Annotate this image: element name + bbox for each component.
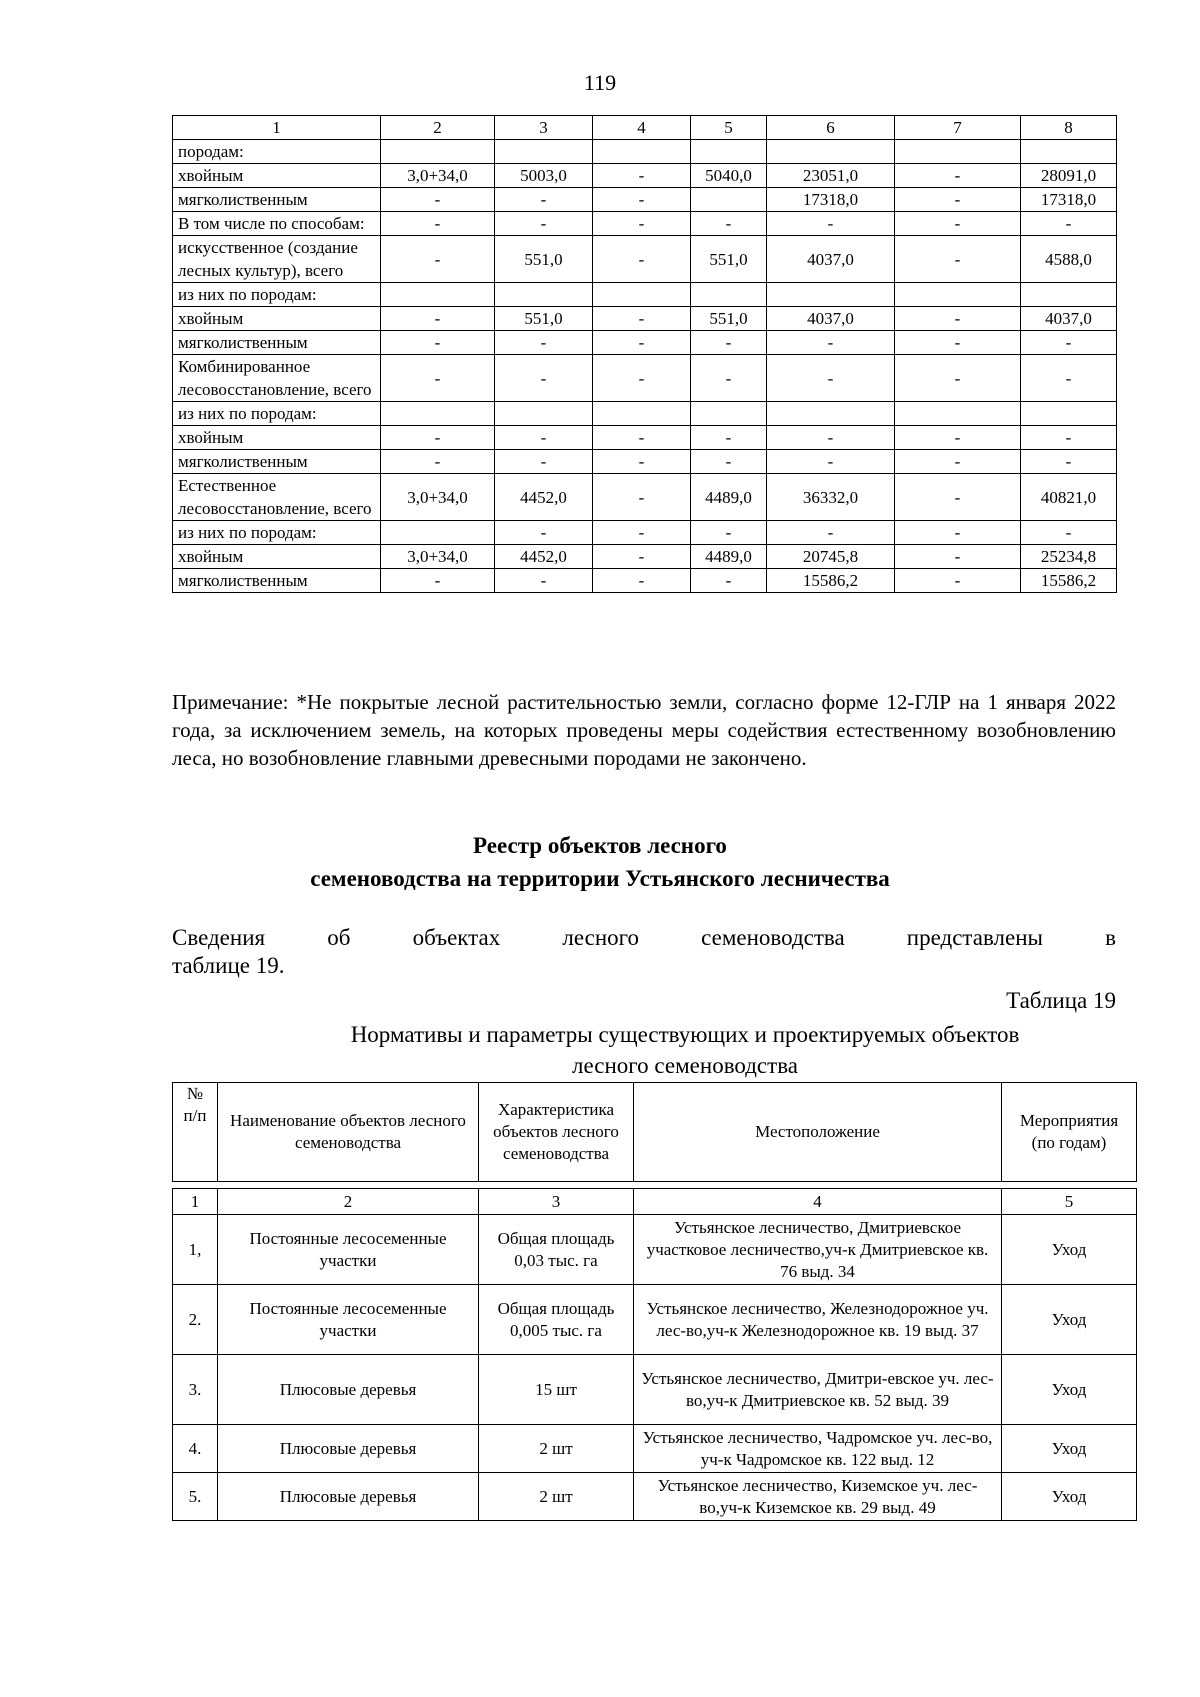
column-number-cell: 3 [495,116,593,140]
value-cell: - [593,569,691,593]
value-cell: - [691,212,767,236]
value-cell [1021,402,1117,426]
row-label-cell: хвойным [173,545,381,569]
paragraph-line2: таблице 19. [172,953,285,978]
column-number-cell: 2 [381,116,495,140]
value-cell: - [1021,426,1117,450]
value-cell: - [1021,521,1117,545]
table-row [173,212,1117,236]
value-cell [691,402,767,426]
value-cell: Постоянные лесосеменные участки [218,1285,479,1355]
value-cell: 4. [173,1425,218,1473]
value-cell [381,283,495,307]
value-cell: - [895,545,1021,569]
table-row [173,521,1117,545]
value-cell: - [895,307,1021,331]
row-label-cell: Комбинированное лесовосстановление, всего [173,355,381,402]
value-cell: 4037,0 [767,236,895,283]
value-cell: 4452,0 [495,474,593,521]
value-cell: - [495,331,593,355]
value-cell [767,402,895,426]
value-cell: - [767,355,895,402]
gap-cell [479,1182,634,1189]
table-row [173,355,1117,402]
value-cell: 3,0+34,0 [381,545,495,569]
row-label-cell: из них по породам: [173,283,381,307]
row-label-cell: хвойным [173,307,381,331]
value-cell: 17318,0 [1021,188,1117,212]
header-cell: Мероприятия (по годам) [1002,1083,1137,1182]
table-row [173,307,1117,331]
row-label-cell: мягколиственным [173,331,381,355]
value-cell: - [381,569,495,593]
row-label-cell: из них по породам: [173,521,381,545]
column-number-cell: 6 [767,116,895,140]
value-cell: - [895,355,1021,402]
table-row [173,164,1117,188]
value-cell: - [495,450,593,474]
value-cell [691,283,767,307]
section-title-line2: семеноводства на территории Устьянского лесничества [310,866,890,891]
page-number: 119 [583,70,617,95]
value-cell [593,140,691,164]
header-cell: Характеристика объектов лесного семеноводства [479,1083,634,1182]
value-cell [895,402,1021,426]
value-cell: 551,0 [691,307,767,331]
value-cell: - [593,426,691,450]
table-row [173,450,1117,474]
value-cell: - [381,331,495,355]
table-row [173,331,1117,355]
value-cell: 3,0+34,0 [381,164,495,188]
row-label-cell: мягколиственным [173,450,381,474]
value-cell: Уход [1002,1473,1137,1521]
column-number-row [173,1189,1137,1215]
value-cell: - [593,355,691,402]
table-header-row [173,116,1117,140]
value-cell: 4489,0 [691,474,767,521]
gap-cell [173,1182,218,1189]
value-cell: - [495,521,593,545]
value-cell: 2 шт [479,1473,634,1521]
column-number-cell: 4 [634,1189,1002,1215]
value-cell: - [895,212,1021,236]
value-cell: - [381,236,495,283]
value-cell: Устьянское лесничество, Дмитри-евское уч. лес-во,уч-к Дмитриевское кв. 52 выд. 39 [634,1355,1002,1425]
table-row [173,402,1117,426]
value-cell: - [767,450,895,474]
value-cell: Устьянское лесничество, Киземское уч. лес-во,уч-к Киземское кв. 29 выд. 49 [634,1473,1002,1521]
value-cell: - [895,188,1021,212]
value-cell [495,283,593,307]
value-cell: 4489,0 [691,545,767,569]
value-cell: - [895,569,1021,593]
value-cell: 4037,0 [767,307,895,331]
value-cell: Уход [1002,1215,1137,1285]
row-label-cell: Естественное лесовосстановление, всего [173,474,381,521]
value-cell: 551,0 [495,307,593,331]
row-label-cell: мягколиственным [173,569,381,593]
value-cell: - [593,307,691,331]
value-cell: - [895,236,1021,283]
section-title-line1: Реестр объектов лесного [473,833,727,858]
gap-cell [218,1182,479,1189]
value-cell: 3. [173,1355,218,1425]
value-cell: - [381,426,495,450]
value-cell: Плюсовые деревья [218,1355,479,1425]
table-header-row [173,1083,1137,1182]
header-cell: Наименование объектов лесного семеноводства [218,1083,479,1182]
value-cell: - [895,331,1021,355]
value-cell: - [593,331,691,355]
value-cell: - [895,164,1021,188]
value-cell: 3,0+34,0 [381,474,495,521]
gap-cell [634,1182,1002,1189]
value-cell: - [381,450,495,474]
header-cell: Местоположение [634,1083,1002,1182]
row-label-cell: породам: [173,140,381,164]
column-number-cell: 5 [691,116,767,140]
table-row [173,1473,1137,1521]
value-cell [895,140,1021,164]
table-row [173,188,1117,212]
value-cell [767,283,895,307]
value-cell: - [691,521,767,545]
value-cell: Общая площадь 0,03 тыс. га [479,1215,634,1285]
value-cell: - [593,450,691,474]
row-label-cell: В том числе по способам: [173,212,381,236]
table-heading-line1: Нормативы и параметры существующих и проектируемых объектов [350,1022,1020,1047]
value-cell: - [767,521,895,545]
table-row [173,1425,1137,1473]
value-cell: - [691,355,767,402]
value-cell: Общая площадь 0,005 тыс. га [479,1285,634,1355]
value-cell [593,283,691,307]
header-gap [173,1182,1137,1189]
table-row [173,236,1117,283]
table-row [173,1355,1137,1425]
value-cell: - [593,212,691,236]
value-cell: 17318,0 [767,188,895,212]
value-cell: 2 шт [479,1425,634,1473]
value-cell: 20745,8 [767,545,895,569]
value-cell: - [495,426,593,450]
value-cell: Устьянское лесничество, Чадромское уч. лес-во, уч-к Чадромское кв. 122 выд. 12 [634,1425,1002,1473]
value-cell: - [593,521,691,545]
column-number-cell: 1 [173,116,381,140]
row-label-cell: хвойным [173,164,381,188]
value-cell: 25234,8 [1021,545,1117,569]
value-cell: - [495,569,593,593]
column-number-cell: 7 [895,116,1021,140]
value-cell [593,402,691,426]
value-cell [381,521,495,545]
value-cell: - [691,331,767,355]
value-cell: - [495,188,593,212]
column-number-cell: 4 [593,116,691,140]
value-cell: Уход [1002,1285,1137,1355]
value-cell: 551,0 [495,236,593,283]
value-cell: - [691,426,767,450]
row-label-cell: из них по породам: [173,402,381,426]
value-cell: - [1021,331,1117,355]
value-cell: - [381,212,495,236]
value-cell: - [593,236,691,283]
value-cell [691,188,767,212]
value-cell [1021,283,1117,307]
value-cell: 36332,0 [767,474,895,521]
value-cell: - [381,307,495,331]
value-cell: - [691,569,767,593]
value-cell: 5040,0 [691,164,767,188]
value-cell: Плюсовые деревья [218,1473,479,1521]
value-cell: - [593,474,691,521]
table-row [173,569,1117,593]
value-cell: - [895,426,1021,450]
seed-objects-table [172,1082,1137,1521]
value-cell: - [1021,355,1117,402]
value-cell: Устьянское лесничество, Дмитриевское участковое лесничество,уч-к Дмитриевское кв. 76 выд. 34 [634,1215,1002,1285]
column-number-cell: 8 [1021,116,1117,140]
value-cell: - [495,355,593,402]
value-cell: Уход [1002,1355,1137,1425]
table-row [173,426,1117,450]
header-cell: № п/п [173,1083,218,1182]
gap-cell [1002,1182,1137,1189]
row-label-cell: искусственное (создание лесных культур), всего [173,236,381,283]
value-cell [381,140,495,164]
value-cell: 23051,0 [767,164,895,188]
value-cell: - [593,545,691,569]
value-cell: 4588,0 [1021,236,1117,283]
value-cell: Плюсовые деревья [218,1425,479,1473]
value-cell [495,140,593,164]
value-cell [895,283,1021,307]
column-number-cell: 1 [173,1189,218,1215]
table-row [173,1215,1137,1285]
paragraph-line1: Сведения об объектах лесного семеноводства представлены в [172,925,1116,950]
value-cell: 4037,0 [1021,307,1117,331]
value-cell: Уход [1002,1425,1137,1473]
column-number-cell: 5 [1002,1189,1137,1215]
value-cell [767,140,895,164]
value-cell: 15586,2 [1021,569,1117,593]
value-cell: - [691,450,767,474]
value-cell: 1, [173,1215,218,1285]
value-cell: - [495,212,593,236]
row-label-cell: хвойным [173,426,381,450]
value-cell: 15586,2 [767,569,895,593]
row-label-cell: мягколиственным [173,188,381,212]
value-cell [691,140,767,164]
table-row [173,140,1117,164]
table-row [173,1285,1137,1355]
column-number-cell: 3 [479,1189,634,1215]
table-row [173,283,1117,307]
column-number-cell: 2 [218,1189,479,1215]
value-cell: - [381,355,495,402]
value-cell [495,402,593,426]
table-row [173,545,1117,569]
value-cell: - [1021,450,1117,474]
value-cell: 5. [173,1473,218,1521]
value-cell: - [593,164,691,188]
reforestation-table [172,115,1117,593]
value-cell: - [767,426,895,450]
value-cell: - [381,188,495,212]
value-cell [381,402,495,426]
value-cell: Устьянское лесничество, Железнодорожное уч. лес-во,уч-к Железнодорожное кв. 19 выд. 37 [634,1285,1002,1355]
value-cell: - [895,450,1021,474]
value-cell: 2. [173,1285,218,1355]
value-cell [1021,140,1117,164]
value-cell: - [895,474,1021,521]
value-cell: - [895,521,1021,545]
value-cell: - [767,212,895,236]
value-cell: 28091,0 [1021,164,1117,188]
value-cell: - [767,331,895,355]
value-cell: Постоянные лесосеменные участки [218,1215,479,1285]
value-cell: - [593,188,691,212]
value-cell: 15 шт [479,1355,634,1425]
table-caption: Таблица 19 [1006,988,1116,1013]
value-cell: 5003,0 [495,164,593,188]
value-cell: - [1021,212,1117,236]
value-cell: 4452,0 [495,545,593,569]
value-cell: 40821,0 [1021,474,1117,521]
table-note: Примечание: *Не покрытые лесной растительностью земли, согласно форме 12-ГЛР на 1 января 2022 года, за исключением земель, на которых проведены меры содействия естественному возобновлению леса, но возобновление главными древесными породами не закончено. [172,690,1116,770]
table-row [173,474,1117,521]
table-heading-line2: лесного семеноводства [572,1053,798,1078]
value-cell: 551,0 [691,236,767,283]
